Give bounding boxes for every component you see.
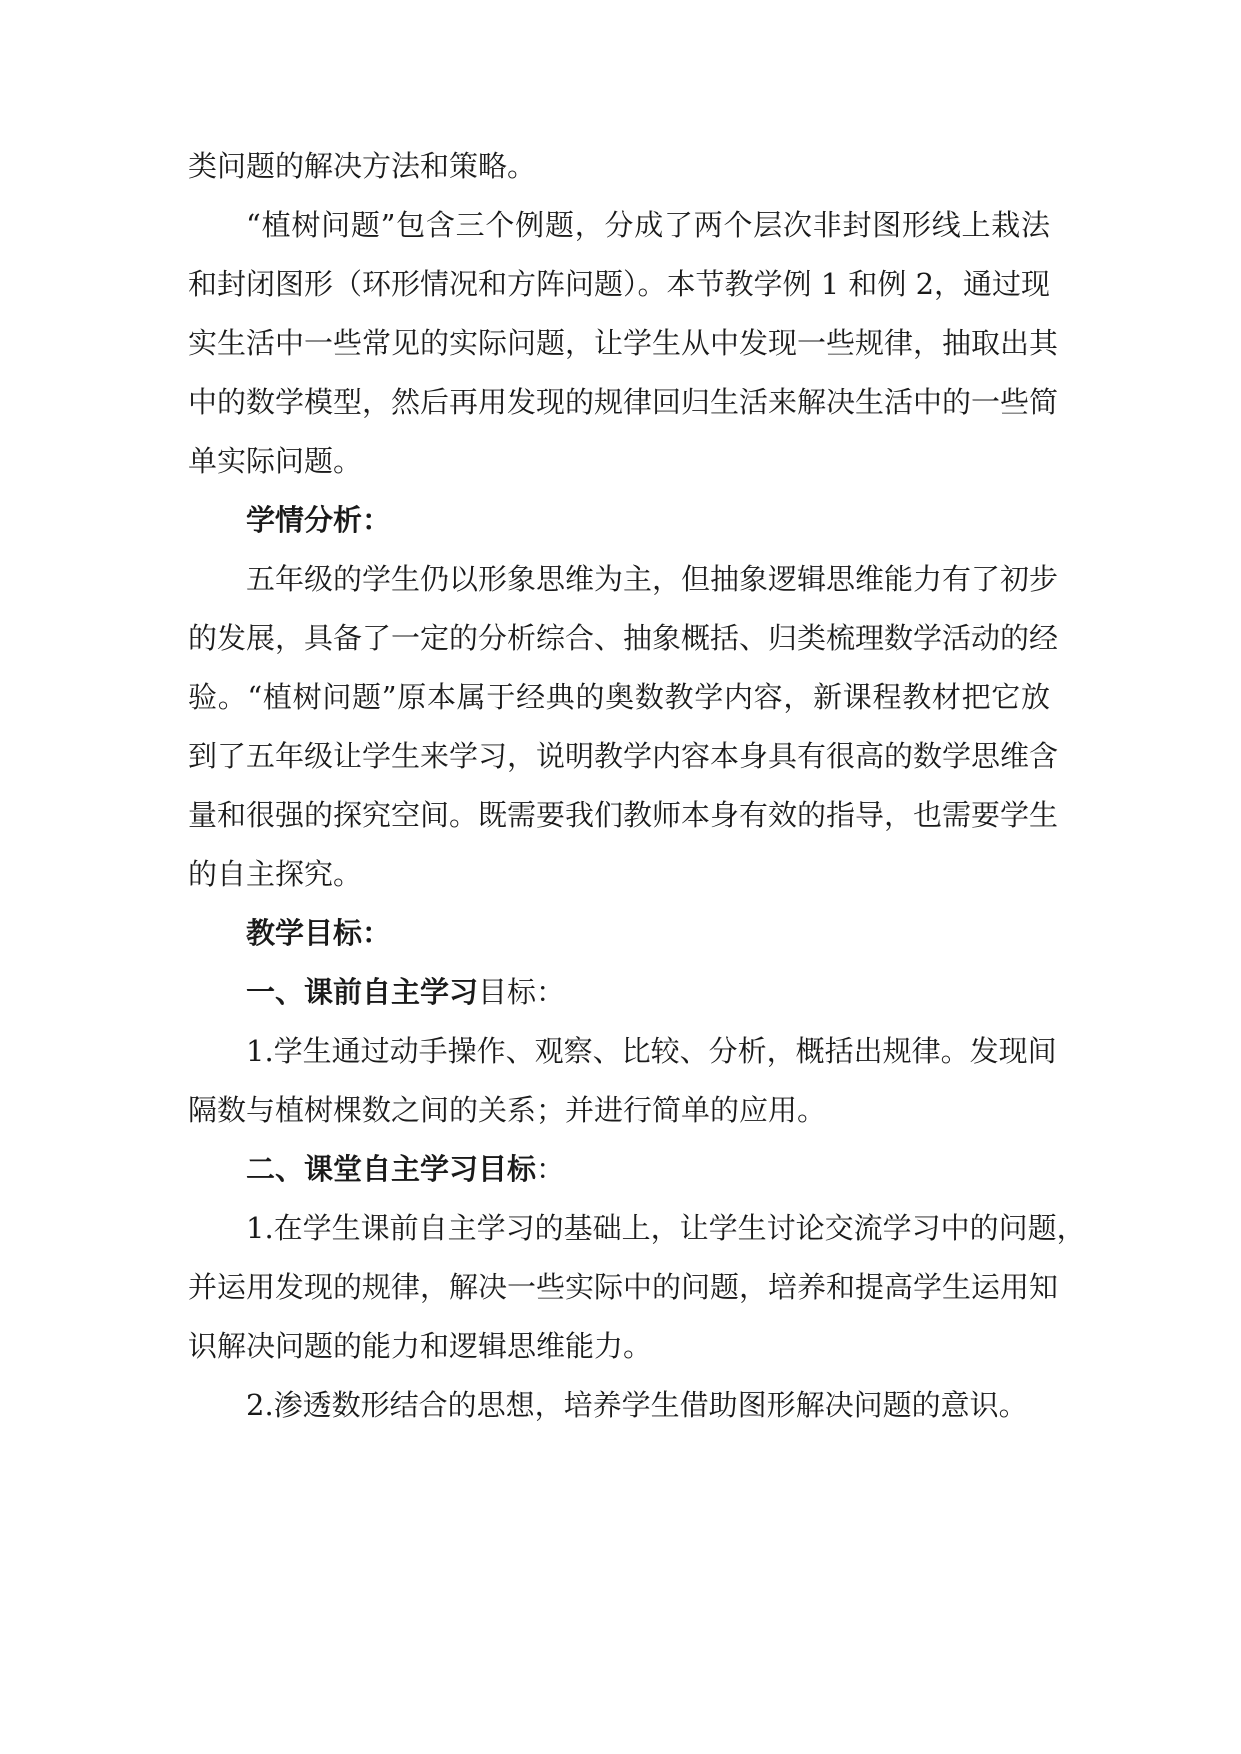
- section-heading: 学情分析：: [246, 503, 392, 537]
- paragraph-line: 五年级的学生仍以形象思维为主，但抽象逻辑思维能力有了初步: [246, 562, 1059, 596]
- paragraph-line: 和封闭图形（环形情况和方阵问题）。本节教学例 1 和例 2，通过现: [188, 267, 1051, 301]
- section-heading: 教学目标：: [246, 916, 392, 950]
- paragraph-line: 单实际问题。: [188, 444, 363, 478]
- subsection-heading: [188, 1149, 1050, 1189]
- subsection-heading-bold: 一、课前自主学习: [246, 975, 479, 1009]
- paragraph-line: 的发展，具备了一定的分析综合、抽象概括、归类梳理数学活动的经: [188, 621, 1059, 655]
- paragraph-line: 到了五年级让学生来学习，说明教学内容本身具有很高的数学思维含: [188, 739, 1059, 773]
- subsection-heading-bold: 二、课堂自主学习目标: [246, 1152, 537, 1186]
- paragraph-line: 类问题的解决方法和策略。: [188, 149, 537, 183]
- paragraph-line: 识解决问题的能力和逻辑思维能力。: [188, 1329, 653, 1363]
- paragraph-line: 2.渗透数形结合的思想，培养学生借助图形解决问题的意识。: [246, 1388, 1028, 1422]
- paragraph-line: “植树问题”包含三个例题，分成了两个层次非封图形线上栽法: [246, 208, 1050, 242]
- paragraph-line: 量和很强的探究空间。既需要我们教师本身有效的指导，也需要学生: [188, 798, 1059, 832]
- subsection-heading-normal: ：: [536, 1152, 566, 1186]
- subsection-heading-normal: 目标：: [478, 975, 566, 1009]
- paragraph-line: 并运用发现的规律，解决一些实际中的问题，培养和提高学生运用知: [188, 1270, 1059, 1304]
- paragraph-line: 1.在学生课前自主学习的基础上，让学生讨论交流学习中的问题，: [246, 1211, 1086, 1245]
- paragraph-line: 的自主探究。: [188, 857, 363, 891]
- paragraph-line: 验。“植树问题”原本属于经典的奥数教学内容，新课程教材把它放: [188, 680, 1050, 714]
- paragraph-line: 1.学生通过动手操作、观察、比较、分析，概括出规律。发现间: [246, 1034, 1057, 1068]
- subsection-heading: [188, 972, 1050, 1012]
- paragraph-line: 隔数与植树棵数之间的关系；并进行简单的应用。: [188, 1093, 827, 1127]
- paragraph-line: 实生活中一些常见的实际问题，让学生从中发现一些规律，抽取出其: [188, 326, 1059, 360]
- paragraph-line: 中的数学模型，然后再用发现的规律回归生活来解决生活中的一些简: [188, 385, 1059, 419]
